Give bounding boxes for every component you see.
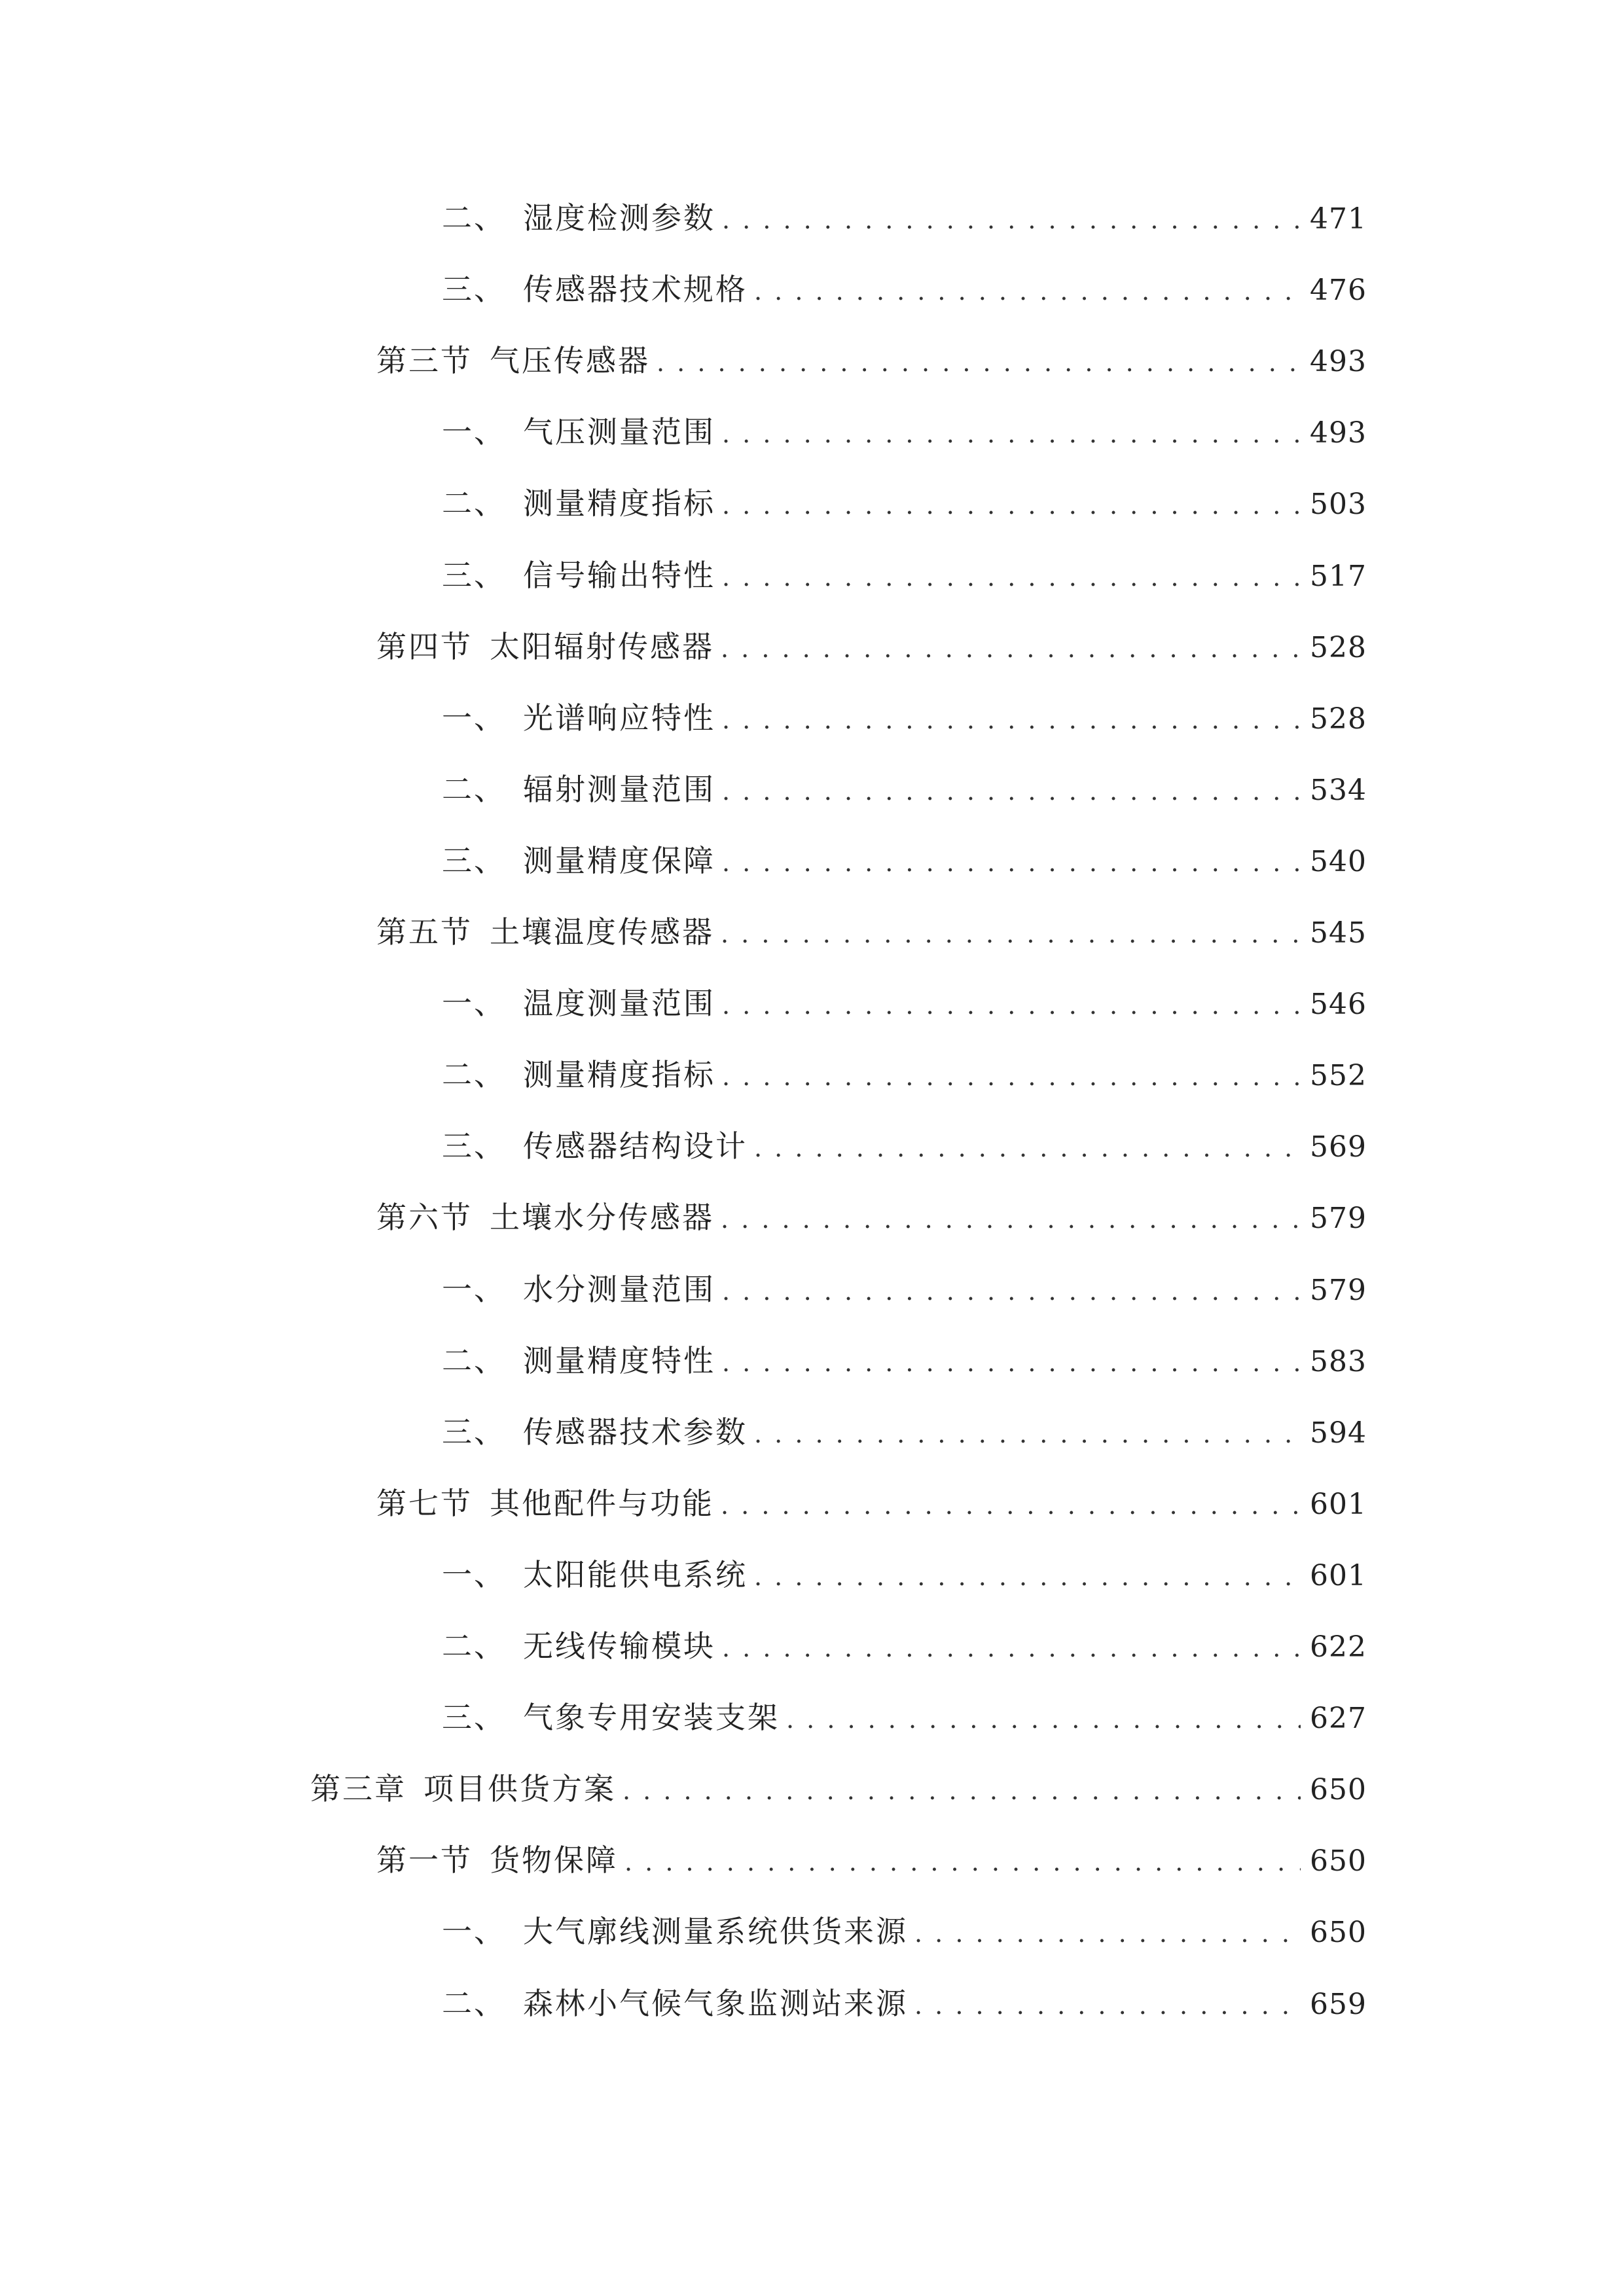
toc-entry-page-number: 493 xyxy=(1310,416,1367,450)
toc-entry[interactable] xyxy=(442,1049,1367,1101)
toc-entry-label xyxy=(442,763,715,816)
toc-entry-title: 传感器技术规格 xyxy=(523,272,748,307)
toc-entry-title: 大气廓线测量系统供货来源 xyxy=(523,1914,908,1949)
dot-leader xyxy=(914,1979,1301,2030)
toc-entry-page-number: 594 xyxy=(1310,1416,1367,1450)
toc-entry[interactable] xyxy=(442,1263,1367,1316)
toc-entry-page-number: 659 xyxy=(1310,1988,1367,2021)
toc-entry-page-number: 569 xyxy=(1310,1130,1367,1164)
toc-entry-label xyxy=(442,1977,908,2030)
toc-entry-page-number: 583 xyxy=(1310,1345,1367,1378)
toc-entry-title: 其他配件与功能 xyxy=(490,1486,714,1521)
toc-entry-page-number: 534 xyxy=(1310,774,1367,807)
toc-entry-page-number: 601 xyxy=(1310,1559,1367,1592)
toc-entry-number: 二、 xyxy=(442,200,506,236)
toc-entry-title: 气压传感器 xyxy=(490,343,650,378)
dot-leader xyxy=(722,1050,1301,1101)
dot-leader xyxy=(722,694,1301,744)
toc-entry-title: 光谱响应特性 xyxy=(523,700,715,736)
toc-entry-label xyxy=(442,263,748,315)
toc-entry-title: 太阳辐射传感器 xyxy=(490,629,714,664)
toc-entry[interactable] xyxy=(442,549,1367,601)
toc-entry-title: 温度测量范围 xyxy=(523,986,715,1021)
toc-entry-number: 第五节 xyxy=(376,914,473,950)
toc-entry[interactable] xyxy=(442,834,1367,887)
toc-entry-page-number: 650 xyxy=(1310,1773,1367,1806)
toc-entry-number: 二、 xyxy=(442,1057,506,1092)
toc-entry-number: 第四节 xyxy=(376,629,473,664)
toc-entry-title: 测量精度指标 xyxy=(523,486,715,521)
toc-entry-label xyxy=(442,977,715,1030)
dot-leader xyxy=(722,194,1301,244)
dot-leader xyxy=(722,1265,1301,1316)
toc-entry-number: 三、 xyxy=(442,1700,506,1735)
toc-entry-number: 三、 xyxy=(442,272,506,307)
toc-entry-page-number: 650 xyxy=(1310,1844,1367,1878)
toc-entry-label xyxy=(442,477,715,529)
toc-entry[interactable] xyxy=(442,1905,1367,1958)
toc-entry[interactable] xyxy=(442,192,1367,244)
dot-leader xyxy=(754,1122,1301,1172)
toc-entry-number: 第三章 xyxy=(310,1771,406,1806)
dot-leader xyxy=(624,1836,1301,1886)
dot-leader xyxy=(721,622,1301,673)
toc-entry-label xyxy=(310,1763,616,1815)
dot-leader xyxy=(914,1907,1301,1958)
toc-entry-page-number: 471 xyxy=(1310,202,1367,236)
toc-entry-number: 二、 xyxy=(442,1628,506,1664)
toc-entry[interactable] xyxy=(442,692,1367,744)
dot-leader xyxy=(754,265,1301,315)
toc-entry[interactable] xyxy=(310,1763,1367,1815)
toc-entry-number: 三、 xyxy=(442,843,506,878)
toc-entry-page-number: 579 xyxy=(1310,1202,1367,1235)
toc-entry-title: 森林小气候气象监测站来源 xyxy=(523,1986,908,2021)
dot-leader xyxy=(722,1622,1301,1672)
toc-entry[interactable] xyxy=(442,263,1367,315)
toc-entry-label xyxy=(442,1549,748,1601)
toc-entry[interactable] xyxy=(442,1691,1367,1744)
toc-entry[interactable] xyxy=(376,1191,1367,1244)
toc-entry[interactable] xyxy=(376,906,1367,958)
toc-entry-label xyxy=(442,1049,715,1101)
toc-entry-title: 湿度检测参数 xyxy=(523,200,715,236)
toc-entry-label xyxy=(442,1691,780,1744)
toc-entry-label xyxy=(442,1335,715,1387)
toc-entry[interactable] xyxy=(442,977,1367,1030)
toc-entry-title: 气压测量范围 xyxy=(523,414,715,450)
toc-entry-number: 二、 xyxy=(442,1343,506,1378)
dot-leader xyxy=(722,1336,1301,1387)
toc-entry-label xyxy=(376,1834,618,1886)
toc-entry-page-number: 627 xyxy=(1310,1702,1367,1735)
toc-entry-label xyxy=(442,834,715,887)
toc-entry-number: 第七节 xyxy=(376,1486,473,1521)
toc-entry[interactable] xyxy=(442,1977,1367,2030)
toc-entry-title: 测量精度特性 xyxy=(523,1343,715,1378)
dot-leader xyxy=(722,765,1301,816)
toc-entry[interactable] xyxy=(376,1834,1367,1886)
toc-entry-title: 辐射测量范围 xyxy=(523,772,715,807)
toc-entry-label xyxy=(442,692,715,744)
dot-leader xyxy=(722,408,1301,458)
toc-entry-page-number: 622 xyxy=(1310,1630,1367,1664)
toc-entry-label xyxy=(376,334,650,387)
toc-entry-page-number: 517 xyxy=(1310,560,1367,593)
dot-leader xyxy=(721,1193,1301,1244)
toc-entry-page-number: 540 xyxy=(1310,845,1367,878)
toc-entry-label xyxy=(442,1406,748,1458)
toc-entry-label xyxy=(442,549,715,601)
dot-leader xyxy=(786,1693,1301,1744)
toc-entry[interactable] xyxy=(442,1406,1367,1458)
toc-entry-label xyxy=(442,1620,715,1672)
toc-entry-title: 传感器技术参数 xyxy=(523,1414,748,1450)
toc-entry-number: 二、 xyxy=(442,1986,506,2021)
toc-entry-title: 气象专用安装支架 xyxy=(523,1700,780,1735)
toc-entry[interactable] xyxy=(442,406,1367,458)
dot-leader xyxy=(722,479,1301,529)
toc-entry-label xyxy=(442,192,715,244)
toc-entry-label xyxy=(376,1191,714,1244)
toc-entry-page-number: 545 xyxy=(1310,916,1367,950)
toc-entry-title: 货物保障 xyxy=(490,1842,618,1878)
toc-entry-title: 土壤水分传感器 xyxy=(490,1200,714,1235)
toc-entry-label xyxy=(376,906,714,958)
toc-entry[interactable] xyxy=(376,620,1367,673)
toc-entry-number: 二、 xyxy=(442,772,506,807)
dot-leader xyxy=(722,551,1301,601)
toc-entry-title: 太阳能供电系统 xyxy=(523,1557,748,1592)
toc-entry[interactable] xyxy=(376,1477,1367,1530)
toc-entry-label xyxy=(442,1905,908,1958)
toc-entry[interactable] xyxy=(442,1549,1367,1601)
toc-entry-number: 第三节 xyxy=(376,343,473,378)
toc-entry-title: 信号输出特性 xyxy=(523,558,715,593)
toc-entry-number: 一、 xyxy=(442,1272,506,1307)
toc-entry-page-number: 579 xyxy=(1310,1274,1367,1307)
toc-entry[interactable] xyxy=(442,1120,1367,1172)
toc-entry-number: 一、 xyxy=(442,1914,506,1949)
toc-entry-page-number: 493 xyxy=(1310,345,1367,378)
toc-entry-label xyxy=(442,406,715,458)
toc-entry-page-number: 552 xyxy=(1310,1059,1367,1092)
toc-entry-title: 土壤温度传感器 xyxy=(490,914,714,950)
toc-entry-page-number: 528 xyxy=(1310,631,1367,664)
toc-entry-page-number: 476 xyxy=(1310,274,1367,307)
toc-entry-page-number: 528 xyxy=(1310,702,1367,736)
toc-entry-page-number: 546 xyxy=(1310,988,1367,1021)
dot-leader xyxy=(722,836,1301,887)
toc-entry-number: 三、 xyxy=(442,1128,506,1164)
toc-entry-label xyxy=(442,1263,715,1316)
toc-entry-number: 第一节 xyxy=(376,1842,473,1878)
dot-leader xyxy=(754,1551,1301,1601)
toc-entry-page-number: 503 xyxy=(1310,488,1367,521)
toc-entry-number: 二、 xyxy=(442,486,506,521)
toc-entry-page-number: 601 xyxy=(1310,1488,1367,1521)
toc-entry-number: 一、 xyxy=(442,1557,506,1592)
dot-leader xyxy=(721,908,1301,958)
toc-entry-label xyxy=(376,620,714,673)
toc-entry-number: 一、 xyxy=(442,700,506,736)
toc-entry-title: 传感器结构设计 xyxy=(523,1128,748,1164)
toc-entry[interactable] xyxy=(442,1335,1367,1387)
toc-entry-title: 水分测量范围 xyxy=(523,1272,715,1307)
toc-entry-label xyxy=(442,1120,748,1172)
toc-entry-number: 三、 xyxy=(442,558,506,593)
toc-entry[interactable] xyxy=(442,1620,1367,1672)
toc-entry-title: 测量精度保障 xyxy=(523,843,715,878)
toc-entry-title: 项目供货方案 xyxy=(424,1771,616,1806)
toc-entry-title: 测量精度指标 xyxy=(523,1057,715,1092)
dot-leader xyxy=(754,1408,1301,1458)
toc-entry-title: 无线传输模块 xyxy=(523,1628,715,1664)
toc-entry-number: 三、 xyxy=(442,1414,506,1450)
dot-leader xyxy=(722,979,1301,1030)
dot-leader xyxy=(657,336,1301,387)
toc-entry-page-number: 650 xyxy=(1310,1916,1367,1949)
toc-entry-number: 一、 xyxy=(442,414,506,450)
toc-entry-number: 一、 xyxy=(442,986,506,1021)
toc-entry-number: 第六节 xyxy=(376,1200,473,1235)
toc-entry[interactable] xyxy=(442,763,1367,816)
dot-leader xyxy=(623,1765,1301,1815)
toc-entry[interactable] xyxy=(376,334,1367,387)
toc-entry-label xyxy=(376,1477,714,1530)
toc-entry[interactable] xyxy=(442,477,1367,529)
dot-leader xyxy=(721,1479,1301,1530)
